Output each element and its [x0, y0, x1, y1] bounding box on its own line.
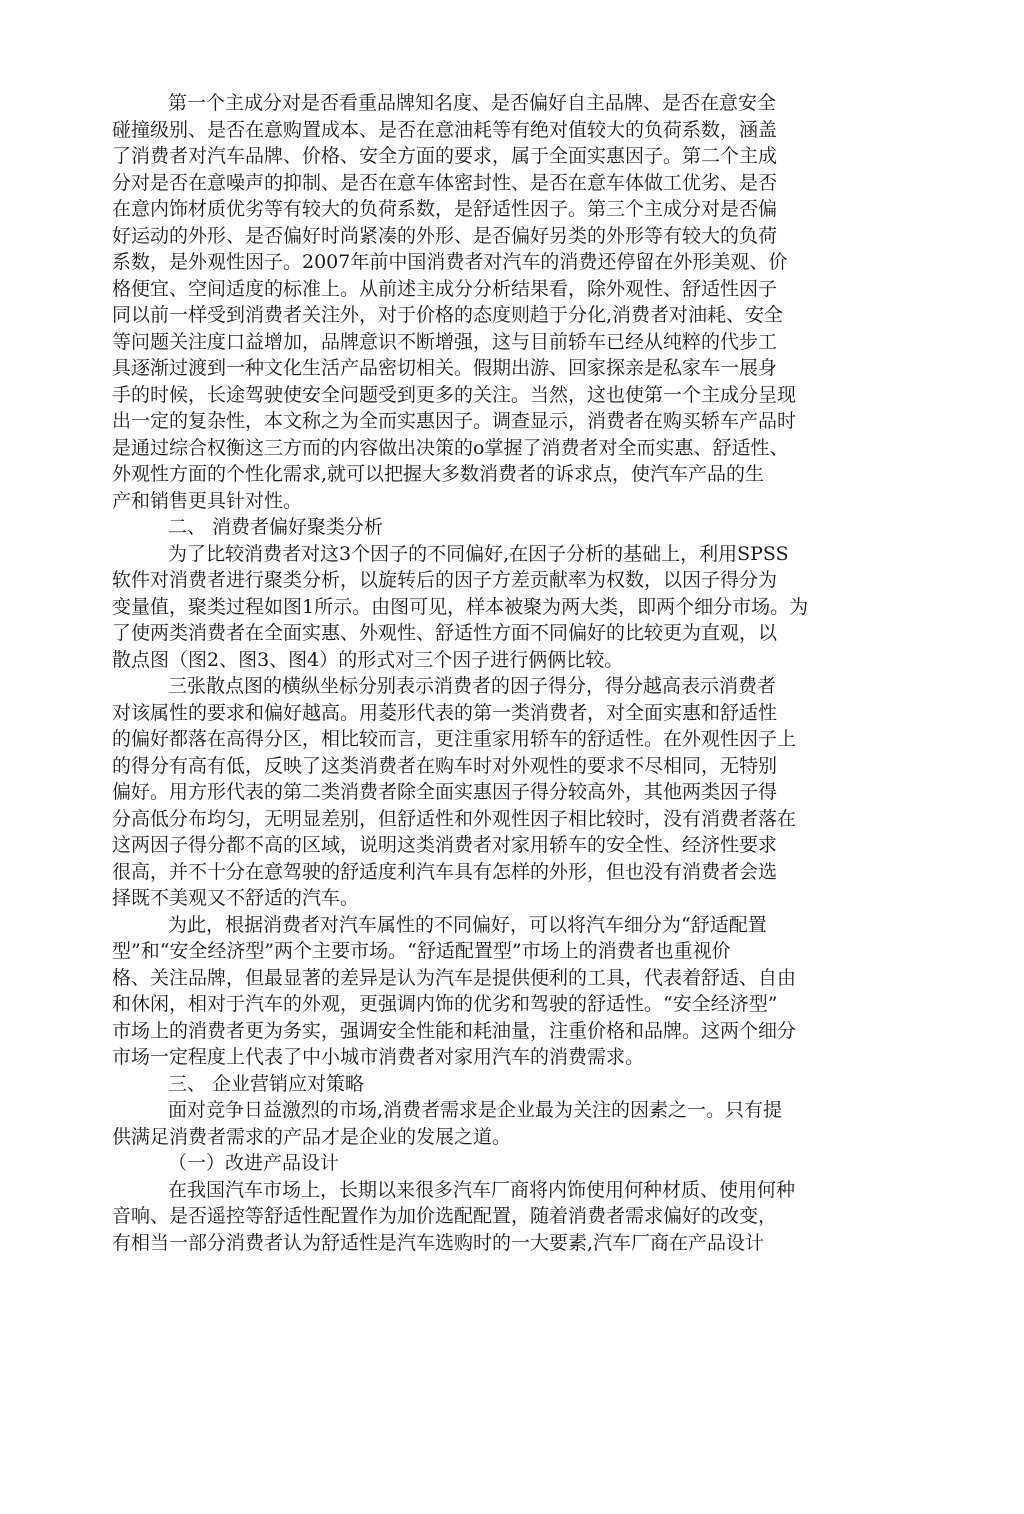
- text-line: 软件对消费者进行聚类分析，以旋转后的因子方差贡献率为权数，以因子得分为: [112, 569, 778, 591]
- text-line: 好运动的外形、是否偏好时尚紧凑的外形、是否偏好另类的外形等有较大的负荷: [112, 224, 778, 247]
- text-line: 二、 消费者偏好聚类分析: [168, 516, 384, 538]
- text-line: 有相当一部分消费者认为舒适性是汽车选购时的一大要素,汽车厂商在产品设计: [112, 1231, 765, 1254]
- text-line: 出一定的复杂性，本文称之为全而实惠因子。调查显示，消费者在购买轿车产品时: [112, 410, 797, 432]
- text-line: 在我国汽车市场上，长期以来很多汽车厂商将内饰使用何种材质、使用何种: [168, 1178, 796, 1201]
- text-line: 了使两类消费者在全面实惠、外观性、舒适性方面不同偏好的比较更为直观，以: [112, 622, 778, 644]
- text-line: 的得分有高有低，反映了这类消费者在购车时对外观性的要求不尽相同，无特别: [112, 754, 778, 777]
- text-line: 碰撞级别、是否在意购置成本、是否在意油耗等有绝对值较大的负荷系数，涵盖: [112, 118, 778, 141]
- paragraph: [112, 514, 884, 541]
- text-line: 很高，并不十分在意驾驶的舒适度利汽车具有怎样的外形，但也没有消费者会选: [112, 860, 778, 883]
- text-line: 面对竞争日益激烈的市场,消费者需求是企业最为关注的因素之一。只有提: [168, 1099, 783, 1121]
- text-line: 产和销售更具针对性。: [112, 489, 303, 512]
- text-line: 具逐渐过渡到一种文化生活产品密切相关。假期出游、回家探亲是私家车一展身: [112, 357, 778, 379]
- text-line: 等问题关注度口益增加，品牌意识不断增强，这与目前轿车已经从纯粹的代步工: [112, 330, 778, 353]
- paragraph: [112, 1150, 884, 1177]
- paragraph: [112, 90, 884, 514]
- text-line: 择既不美观又不舒适的汽车。: [112, 887, 360, 909]
- text-line: 手的时候，长途驾驶使安全问题受到更多的关注。当然，这也使第一个主成分呈现: [112, 383, 797, 406]
- text-line: 供满足消费者需求的产品才是企业的发展之道。: [112, 1125, 512, 1148]
- document-body: [112, 90, 884, 1256]
- text-line: 变量值，聚类过程如图1所示。由图可见，样本被聚为两大类，即两个细分市场。为: [112, 595, 809, 618]
- text-line: 系数，是外观性因子。2007年前中国消费者对汽车的消费还停留在外形美观、价: [112, 251, 788, 273]
- text-line: 偏好。用方形代表的第二类消费者除全面实惠因子得分较高外，其他两类因子得: [112, 781, 778, 803]
- text-line: 这两因子得分都不高的区域，说明这类消费者对家用轿车的安全性、经济性要求: [112, 834, 778, 856]
- paragraph: [112, 1097, 884, 1150]
- text-line: 是通过综合权衡这三方而的内容做出决策的o掌握了消费者对全而实惠、舒适性、: [112, 436, 789, 459]
- paragraph: [112, 1071, 884, 1098]
- text-line: 三、 企业营销应对策略: [168, 1072, 365, 1095]
- paragraph: [112, 1177, 884, 1257]
- text-line: 第一个主成分对是否看重品牌知名度、是否偏好自主品牌、是否在意安全: [168, 92, 777, 114]
- paragraph: [112, 912, 884, 1071]
- text-line: 音响、是否遥控等舒适性配置作为加价选配配置，随着消费者需求偏好的改变，: [112, 1205, 778, 1227]
- text-line: 为了比较消费者对这3个因子的不同偏好,在因子分析的基础上，利用SPSS: [168, 542, 789, 565]
- text-line: 市场上的消费者更为务实，强调安全性能和耗油量，注重价格和品牌。这两个细分: [112, 1019, 797, 1042]
- text-line: 格、关注品牌，但最显著的差异是认为汽车是提供便利的工具，代表着舒适、自由: [112, 966, 797, 989]
- text-line: 的偏好都落在高得分区，相比较而言，更注重家用轿车的舒适性。在外观性因子上: [112, 728, 797, 750]
- paragraph: [112, 673, 884, 912]
- text-line: 外观性方面的个性化需求,就可以把握大多数消费者的诉求点，使汽车产品的生: [112, 463, 765, 485]
- text-line: 市场一定程度上代表了中小城市消费者对家用汽车的消费需求。: [112, 1046, 645, 1068]
- text-line: 和休闲，相对于汽车的外观，更强调内饰的优劣和驾驶的舒适性。“安全经济型”: [112, 993, 778, 1015]
- text-line: 在意内饰材质优劣等有较大的负荷系数，是舒适性因子。第三个主成分对是否偏: [112, 198, 778, 220]
- text-line: 分高低分布均匀，无明显差别，但舒适性和外观性因子相比较时，没有消费者落在: [112, 807, 797, 830]
- text-line: 散点图（图2、图3、图4）的形式对三个因子进行俩俩比较。: [112, 648, 624, 671]
- text-line: （一）改进产品设计: [168, 1152, 340, 1174]
- paragraph: [112, 541, 884, 674]
- text-line: 为此，根据消费者对汽车属性的不同偏好，可以将汽车细分为“舒适配置: [168, 913, 767, 936]
- text-line: 同以前一样受到消费者关注外，对于价格的态度则趋于分化,消费者对油耗、安全: [112, 304, 784, 326]
- text-line: 型”和“安全经济型”两个主要市场。“舒适配置型”市场上的消费者也重视价: [112, 940, 731, 962]
- text-line: 三张散点图的横纵坐标分别表示消费者的因子得分，得分越高表示消费者: [168, 675, 777, 697]
- text-line: 格便宜、空间适度的标准上。从前述主成分分析结果看，除外观性、舒适性因子: [112, 277, 778, 300]
- text-line: 了消费者对汽车品牌、价格、安全方面的要求，属于全面实惠因子。第二个主成: [112, 145, 778, 167]
- text-line: 对该属性的要求和偏好越高。用菱形代表的第一类消费者，对全面实惠和舒适性: [112, 701, 778, 724]
- text-line: 分对是否在意噪声的抑制、是否在意车体密封性、是否在意车体做工优劣、是否: [112, 171, 778, 194]
